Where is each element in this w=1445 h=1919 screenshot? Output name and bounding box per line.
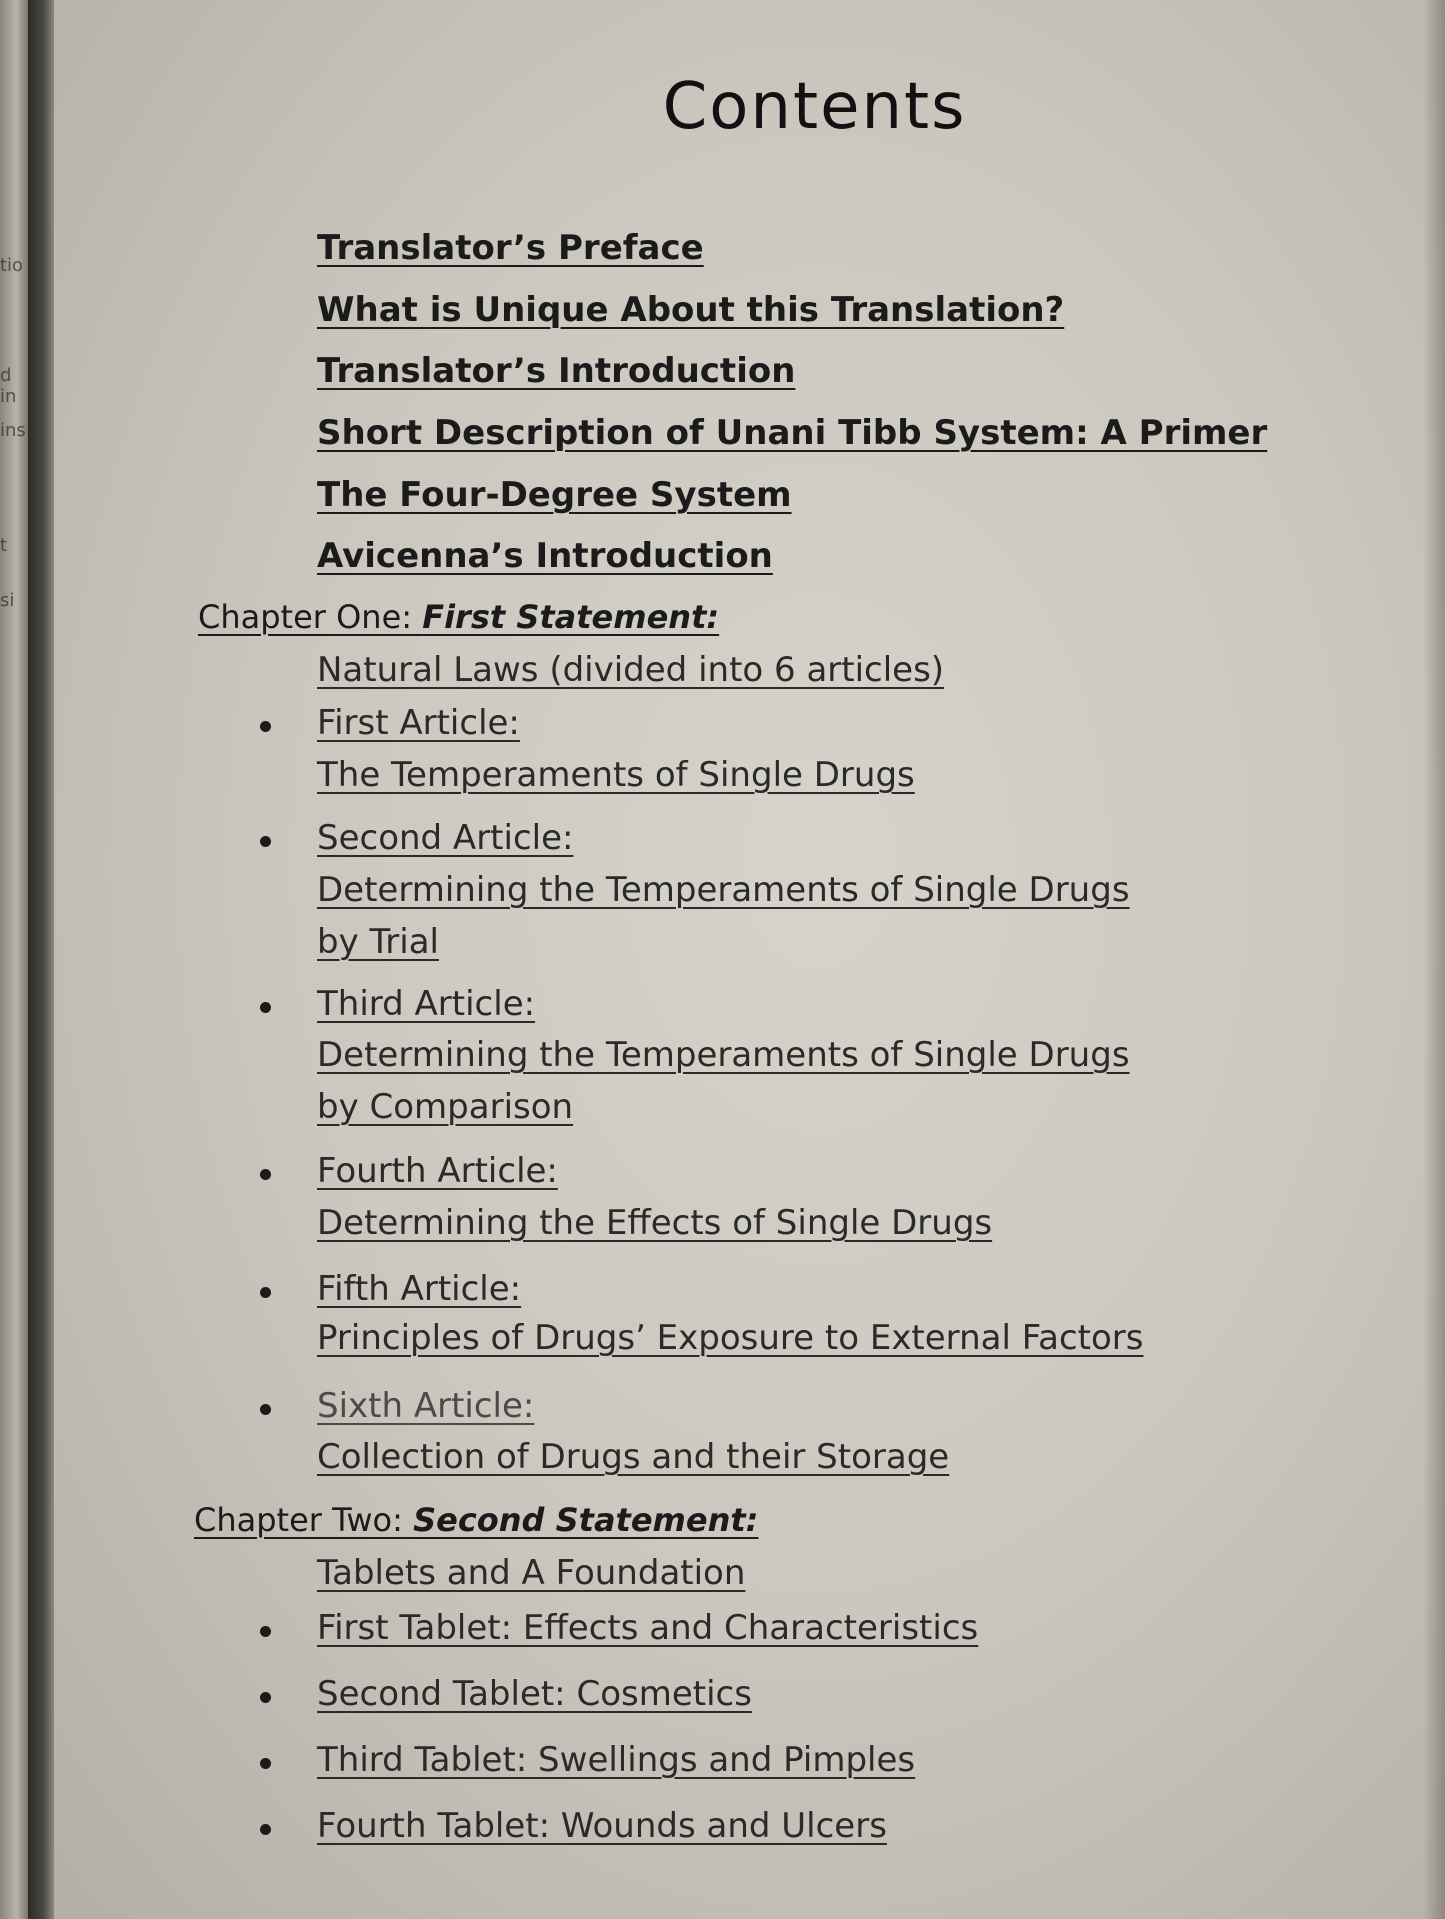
chapter-two-label: Chapter Two: <box>194 1501 403 1539</box>
adjacent-page-fragment: t <box>0 535 8 556</box>
tablet-entry[interactable]: Third Tablet: Swellings and Pimples <box>317 1740 916 1780</box>
book-gutter <box>28 0 54 1919</box>
contents-page <box>54 0 1445 1919</box>
bullet-icon <box>260 1287 271 1298</box>
bullet-icon <box>260 1002 271 1013</box>
bullet-icon <box>260 1404 271 1415</box>
tablet-entry[interactable]: Fourth Tablet: Wounds and Ulcers <box>317 1806 887 1846</box>
article-title[interactable]: Third Article: <box>317 984 536 1024</box>
chapter-one-heading[interactable] <box>198 598 719 636</box>
bullet-icon <box>260 836 271 847</box>
chapter-two-section-heading[interactable]: Tablets and A Foundation <box>317 1553 746 1593</box>
article-title[interactable]: Second Article: <box>317 818 574 858</box>
article-description-continued[interactable]: by Comparison <box>317 1087 574 1127</box>
toc-entry-translators-preface[interactable]: Translator’s Preface <box>317 228 704 268</box>
page-title: Contents <box>662 70 967 144</box>
adjacent-page-fragment: ins <box>0 420 26 441</box>
article-title[interactable]: Fifth Article: <box>317 1269 522 1309</box>
article-description[interactable]: Determining the Temperaments of Single Drugs <box>317 870 1130 910</box>
bullet-icon <box>260 1824 271 1835</box>
chapter-two-subtitle: Second Statement: <box>413 1501 759 1539</box>
toc-entry-translators-introduction[interactable]: Translator’s Introduction <box>317 351 796 391</box>
article-description[interactable]: Principles of Drugs’ Exposure to External Factors <box>317 1318 1144 1358</box>
article-title[interactable]: Sixth Article: <box>317 1386 535 1426</box>
adjacent-page-fragment: si <box>0 590 15 611</box>
bullet-icon <box>260 1758 271 1769</box>
bullet-icon <box>260 721 271 732</box>
toc-entry-avicennas-introduction[interactable]: Avicenna’s Introduction <box>317 536 773 576</box>
article-description[interactable]: Determining the Effects of Single Drugs <box>317 1203 993 1243</box>
chapter-one-section-heading[interactable]: Natural Laws (divided into 6 articles) <box>317 650 945 690</box>
article-description-continued[interactable]: by Trial <box>317 922 439 962</box>
adjacent-page-edge <box>0 0 30 1919</box>
chapter-two-heading[interactable] <box>194 1501 758 1539</box>
tablet-entry[interactable]: First Tablet: Effects and Characteristics <box>317 1608 979 1648</box>
article-description[interactable]: The Temperaments of Single Drugs <box>317 755 915 795</box>
chapter-one-subtitle: First Statement: <box>422 598 720 636</box>
tablet-entry[interactable]: Second Tablet: Cosmetics <box>317 1674 752 1714</box>
bullet-icon <box>260 1626 271 1637</box>
article-description[interactable]: Determining the Temperaments of Single Drugs <box>317 1035 1130 1075</box>
bullet-icon <box>260 1169 271 1180</box>
article-title[interactable]: First Article: <box>317 703 520 743</box>
toc-entry-unani-primer[interactable]: Short Description of Unani Tibb System: A Primer <box>317 413 1268 453</box>
toc-entry-unique-translation[interactable]: What is Unique About this Translation? <box>317 290 1065 330</box>
chapter-one-label: Chapter One: <box>198 598 413 636</box>
toc-entry-four-degree-system[interactable]: The Four-Degree System <box>317 475 792 515</box>
article-description[interactable]: Collection of Drugs and their Storage <box>317 1437 950 1477</box>
adjacent-page-fragment: d in <box>0 365 17 407</box>
article-title[interactable]: Fourth Article: <box>317 1151 558 1191</box>
page-edge-shadow <box>1423 0 1445 1919</box>
bullet-icon <box>260 1692 271 1703</box>
adjacent-page-fragment: tio <box>0 255 24 276</box>
